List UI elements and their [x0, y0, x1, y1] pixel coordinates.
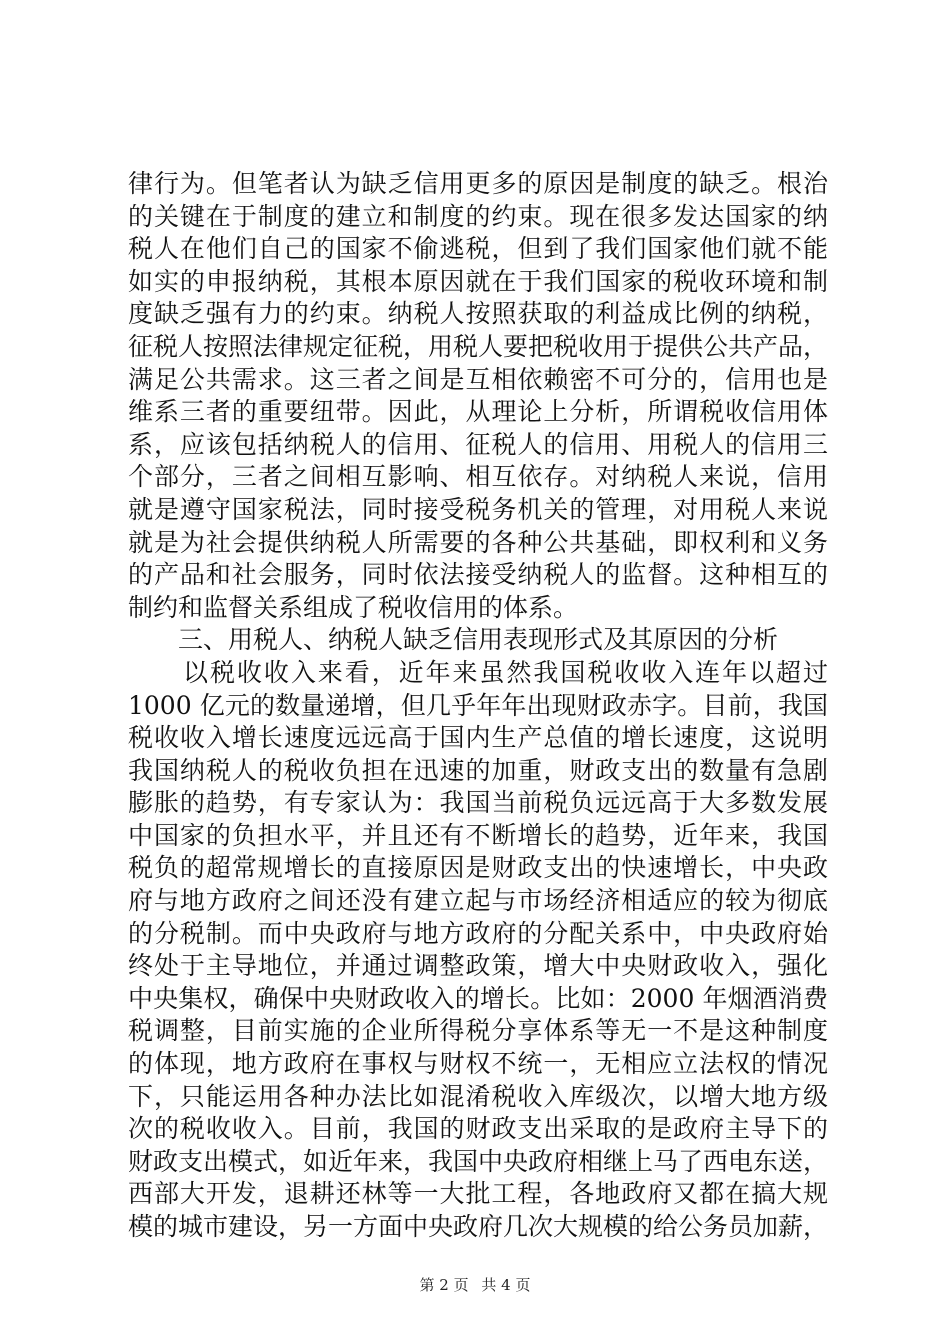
- text-line: 中央集权，确保中央财政收入的增长。比如：2000 年烟酒消费: [128, 983, 828, 1013]
- text-line: 的分税制。而中央政府与地方政府的分配关系中，中央政府始: [128, 918, 828, 948]
- text-line: 膨胀的趋势，有专家认为：我国当前税负远远高于大多数发展: [128, 788, 828, 818]
- section-heading: 三、用税人、纳税人缺乏信用表现形式及其原因的分析: [178, 625, 779, 655]
- text-line: 终处于主导地位，并通过调整政策，增大中央财政收入，强化: [128, 951, 828, 981]
- text-line: 度缺乏强有力的约束。纳税人按照获取的利益成比例的纳税，: [128, 299, 828, 329]
- text-line: 我国纳税人的税收负担在迅速的加重，财政支出的数量有急剧: [128, 755, 828, 785]
- text-line: 次的税收收入。目前，我国的财政支出采取的是政府主导下的: [128, 1114, 828, 1144]
- text-line: 的体现，地方政府在事权与财权不统一，无相应立法权的情况: [128, 1049, 828, 1079]
- text-line: 如实的申报纳税，其根本原因就在于我们国家的税收环境和制: [128, 266, 828, 296]
- text-line: 财政支出模式，如近年来，我国中央政府相继上马了西电东送，: [128, 1146, 828, 1176]
- text-line: 中国家的负担水平，并且还有不断增长的趋势，近年来，我国: [128, 820, 828, 850]
- text-line: 的关键在于制度的建立和制度的约束。现在很多发达国家的纳: [128, 201, 828, 231]
- text-line: 制约和监督关系组成了税收信用的体系。: [128, 592, 579, 622]
- text-line: 税人在他们自己的国家不偷逃税，但到了我们国家他们就不能: [128, 234, 828, 264]
- text-line: 税调整，目前实施的企业所得税分享体系等无一不是这种制度: [128, 1016, 828, 1046]
- text-line: 就是遵守国家税法，同时接受税务机关的管理，对用税人来说: [128, 494, 828, 524]
- text-line: 就是为社会提供纳税人所需要的各种公共基础，即权利和义务: [128, 527, 828, 557]
- text-line: 税收收入增长速度远远高于国内生产总值的增长速度，这说明: [128, 723, 828, 753]
- text-line: 的产品和社会服务，同时依法接受纳税人的监督。这种相互的: [128, 560, 828, 590]
- text-line: 税负的超常规增长的直接原因是财政支出的快速增长，中央政: [128, 853, 828, 883]
- text-line: 系，应该包括纳税人的信用、征税人的信用、用税人的信用三: [128, 429, 828, 459]
- text-line: 满足公共需求。这三者之间是互相依赖密不可分的，信用也是: [128, 364, 828, 394]
- text-line: 模的城市建设，另一方面中央政府几次大规模的给公务员加薪，: [128, 1212, 828, 1241]
- page-footer: [0, 1275, 950, 1295]
- text-line: 以税收收入来看，近年来虽然我国税收收入连年以超过: [183, 657, 828, 687]
- document-body: [128, 168, 828, 1244]
- text-line: 下，只能运用各种办法比如混淆税收入库级次，以增大地方级: [128, 1081, 828, 1111]
- text-line: 律行为。但笔者认为缺乏信用更多的原因是制度的缺乏。根治: [128, 169, 828, 198]
- text-line: 维系三者的重要纽带。因此，从理论上分析，所谓税收信用体: [128, 397, 828, 427]
- page-total: 共 4 页: [481, 1276, 531, 1294]
- page-number: 第 2 页: [419, 1276, 469, 1294]
- text-line: 府与地方政府之间还没有建立起与市场经济相适应的较为彻底: [128, 886, 828, 916]
- text-line: 个部分，三者之间相互影响、相互依存。对纳税人来说，信用: [128, 462, 828, 492]
- text-line: 征税人按照法律规定征税，用税人要把税收用于提供公共产品，: [128, 331, 828, 361]
- text-line: 西部大开发，退耕还林等一大批工程，各地政府又都在搞大规: [128, 1179, 828, 1209]
- text-line: 1000 亿元的数量递增，但几乎年年出现财政赤字。目前，我国: [128, 690, 828, 720]
